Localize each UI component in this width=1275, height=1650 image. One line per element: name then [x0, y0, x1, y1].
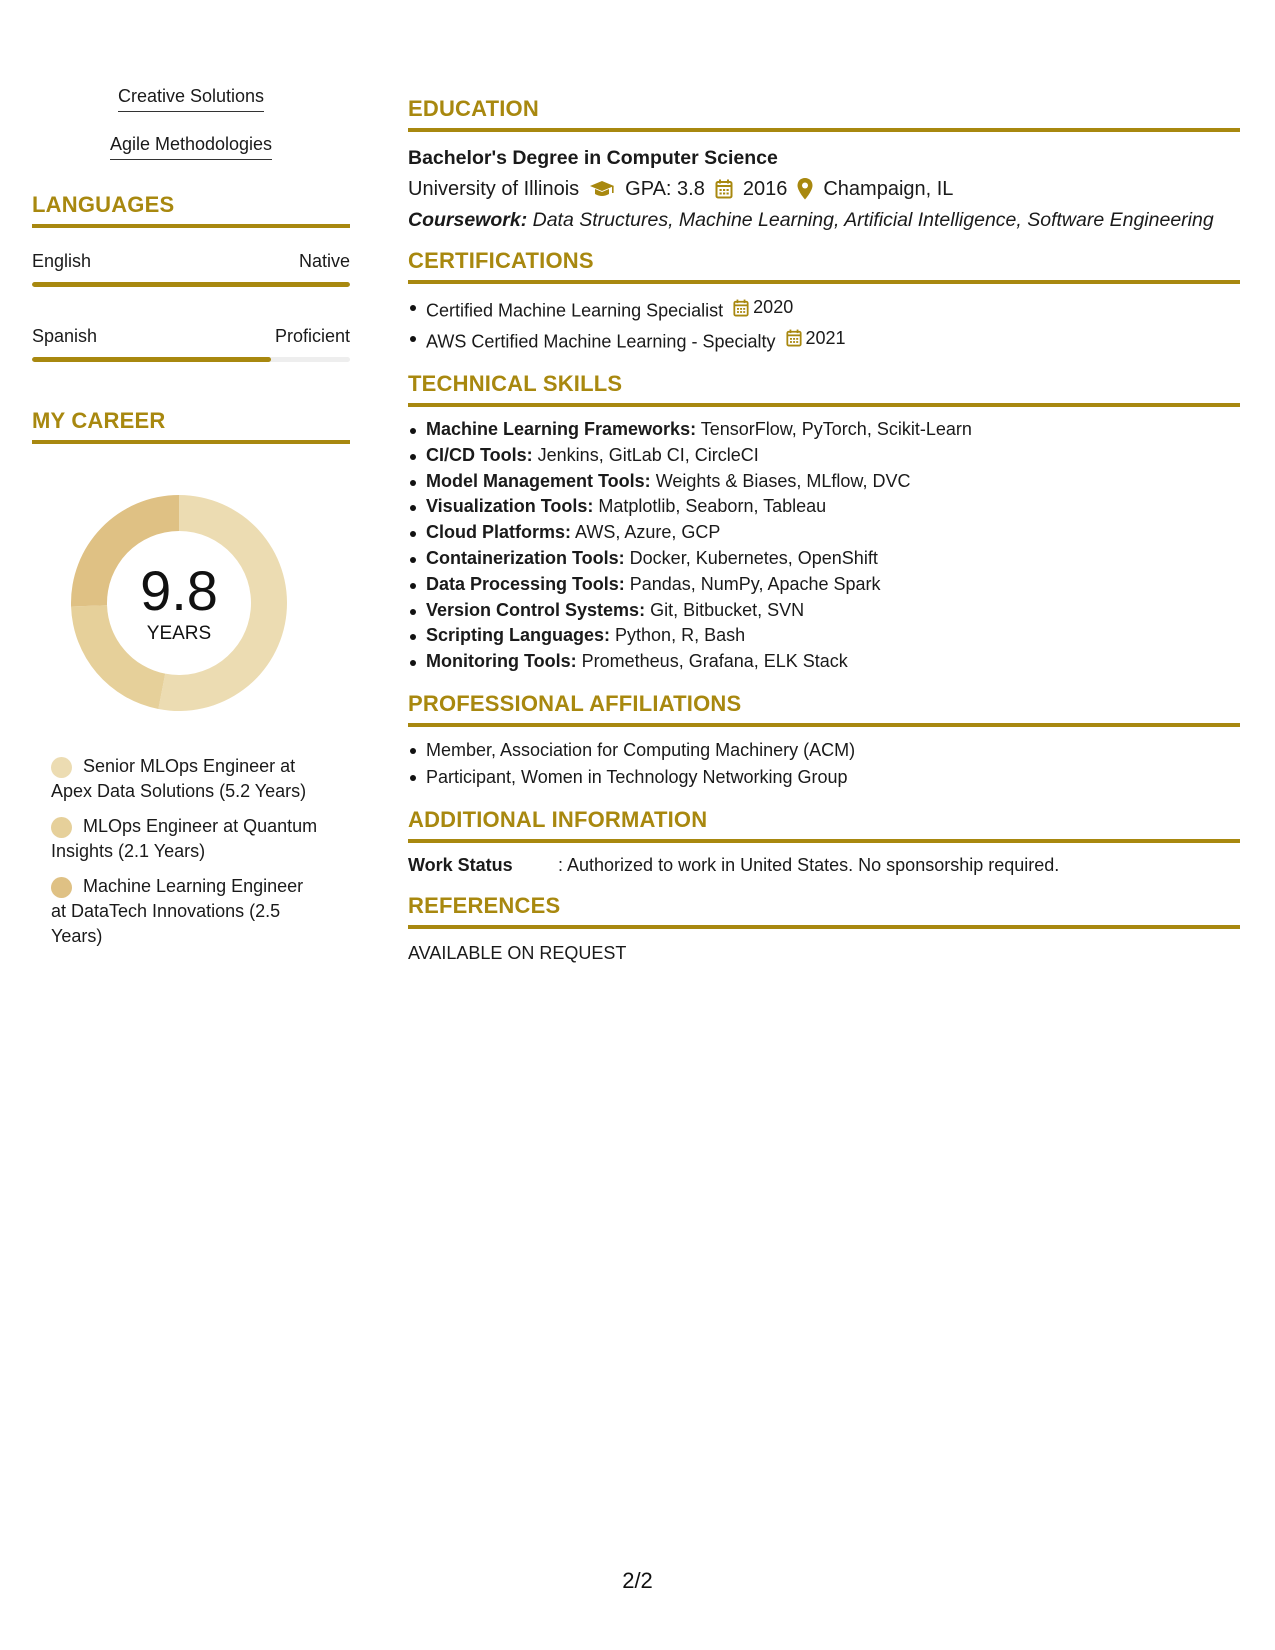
skill-value: Pandas, NumPy, Apache Spark [624, 573, 881, 594]
languages-list [32, 250, 350, 362]
section-divider [32, 440, 350, 444]
languages-title: LANGUAGES [32, 192, 175, 217]
skill-value: Docker, Kubernetes, OpenShift [624, 547, 878, 568]
coursework-list: Data Structures, Machine Learning, Artificial Intelligence, Software Engineering [532, 209, 1214, 231]
legend-dot [51, 757, 72, 778]
skill-item [408, 598, 1240, 624]
career-donut-chart [64, 488, 294, 718]
language-bar-fill [32, 282, 350, 287]
skill-item [408, 494, 1240, 520]
legend-label: MLOps Engineer at Quantum Insights (2.1 Years) [51, 816, 318, 861]
certification-year: 2020 [753, 297, 794, 317]
skill-value: Jenkins, GitLab CI, CircleCI [532, 444, 759, 465]
certifications-section [408, 248, 1240, 355]
certification-year: 2021 [805, 327, 846, 348]
location-pin-icon [797, 178, 813, 200]
calendar-icon [715, 179, 733, 199]
strength-item: Agile Methodologies [32, 134, 350, 160]
skill-label: Containerization Tools: [426, 547, 625, 568]
skill-label: Machine Learning Frameworks: [426, 419, 697, 439]
skill-item [408, 649, 1240, 675]
certification-date [786, 325, 846, 352]
references-title: REFERENCES [408, 892, 561, 918]
page-number: 2/2 [622, 1568, 653, 1593]
skill-value: AWS, Azure, GCP [571, 522, 721, 543]
career-total-years: 9.8 [140, 559, 218, 622]
skill-item [408, 443, 1240, 469]
legend-label: Senior MLOps Engineer at Apex Data Solutions (5.2 Years) [51, 756, 307, 801]
section-divider [408, 280, 1240, 284]
strength-item: Creative Solutions [32, 86, 350, 112]
right-column [408, 96, 1240, 981]
language-name: Spanish [32, 326, 98, 346]
skill-value: Matplotlib, Seaborn, Tableau [593, 496, 827, 517]
skill-label: Version Control Systems: [426, 599, 646, 620]
section-divider [408, 925, 1240, 929]
left-column [32, 86, 350, 959]
education-meta [408, 176, 1240, 202]
career-section [32, 408, 350, 949]
affiliations-section [408, 691, 1240, 791]
skill-value: Python, R, Bash [610, 625, 746, 646]
language-row [32, 325, 350, 347]
language-level: Proficient [274, 326, 350, 346]
coursework-label: Coursework: [408, 209, 528, 231]
languages-section [32, 192, 350, 362]
graduation-year: 2016 [742, 178, 788, 200]
skill-value: TensorFlow, PyTorch, Scikit-Learn [696, 419, 972, 439]
legend-item [51, 814, 322, 864]
certification-item [408, 294, 1240, 325]
legend-item [51, 754, 322, 804]
language-bar [32, 357, 350, 362]
affiliations-title: PROFESSIONAL AFFILIATIONS [408, 690, 742, 716]
certification-item [408, 325, 1240, 356]
gpa: GPA: 3.8 [625, 178, 705, 200]
education-title: EDUCATION [408, 96, 539, 121]
affiliation-item: Participant, Women in Technology Networking Group [408, 764, 1240, 791]
skill-value: Weights & Biases, MLflow, DVC [650, 470, 911, 491]
language-row [32, 250, 350, 272]
affiliation-item: Member, Association for Computing Machinery (ACM) [408, 737, 1240, 764]
skill-label: Data Processing Tools: [426, 573, 625, 594]
affiliations-list [408, 737, 1240, 791]
legend-label: Machine Learning Engineer at DataTech Innovations (2.5 Years) [51, 876, 304, 946]
skill-item [408, 572, 1240, 598]
skill-item [408, 546, 1240, 572]
language-level: Native [298, 251, 350, 271]
section-divider [32, 224, 350, 228]
section-divider [408, 403, 1240, 407]
section-divider [408, 128, 1240, 132]
skill-value: Prometheus, Grafana, ELK Stack [576, 651, 848, 672]
certification-name: Certified Machine Learning Specialist [426, 300, 724, 321]
work-status-row [408, 853, 1240, 877]
skill-label: Monitoring Tools: [426, 651, 577, 672]
skill-label: Model Management Tools: [426, 470, 651, 491]
section-divider [408, 839, 1240, 843]
skill-item [408, 623, 1240, 649]
certification-name: AWS Certified Machine Learning - Specialty [426, 331, 776, 351]
language-name: English [32, 251, 92, 271]
skills-section [408, 371, 1240, 675]
school-name: University of Illinois [408, 178, 580, 200]
graduation-cap-icon [589, 180, 615, 198]
certification-date [733, 294, 793, 321]
language-bar-fill [32, 357, 271, 362]
references-section [408, 893, 1240, 965]
certifications-list [408, 294, 1240, 355]
additional-title: ADDITIONAL INFORMATION [408, 806, 708, 832]
calendar-icon [786, 329, 806, 347]
legend-item [51, 874, 322, 949]
career-unit: YEARS [146, 623, 212, 644]
legend-dot [51, 877, 72, 898]
legend-dot [51, 817, 72, 838]
coursework [408, 208, 1240, 232]
skill-label: Cloud Platforms: [426, 522, 572, 543]
skill-label: CI/CD Tools: [426, 444, 533, 465]
skill-item [408, 417, 1240, 443]
skill-value: Git, Bitbucket, SVN [645, 599, 805, 620]
skills-title: TECHNICAL SKILLS [408, 371, 623, 396]
skill-label: Scripting Languages: [426, 625, 611, 646]
language-bar [32, 282, 350, 287]
school-location: Champaign, IL [823, 178, 954, 200]
donut-center [64, 488, 294, 718]
education-section [408, 96, 1240, 232]
skill-label: Visualization Tools: [426, 496, 594, 517]
calendar-icon [733, 299, 753, 317]
degree: Bachelor's Degree in Computer Science [408, 147, 778, 169]
work-status-label: Work Status [408, 854, 513, 875]
skill-item [408, 469, 1240, 495]
career-title: MY CAREER [32, 408, 166, 433]
skill-item [408, 520, 1240, 546]
references-text: AVAILABLE ON REQUEST [408, 942, 627, 963]
career-legend [32, 754, 322, 949]
certifications-title: CERTIFICATIONS [408, 248, 594, 273]
work-status-value: : Authorized to work in United States. No sponsorship required. [558, 854, 1060, 875]
additional-section [408, 807, 1240, 877]
skills-list [408, 417, 1240, 675]
section-divider [408, 723, 1240, 727]
